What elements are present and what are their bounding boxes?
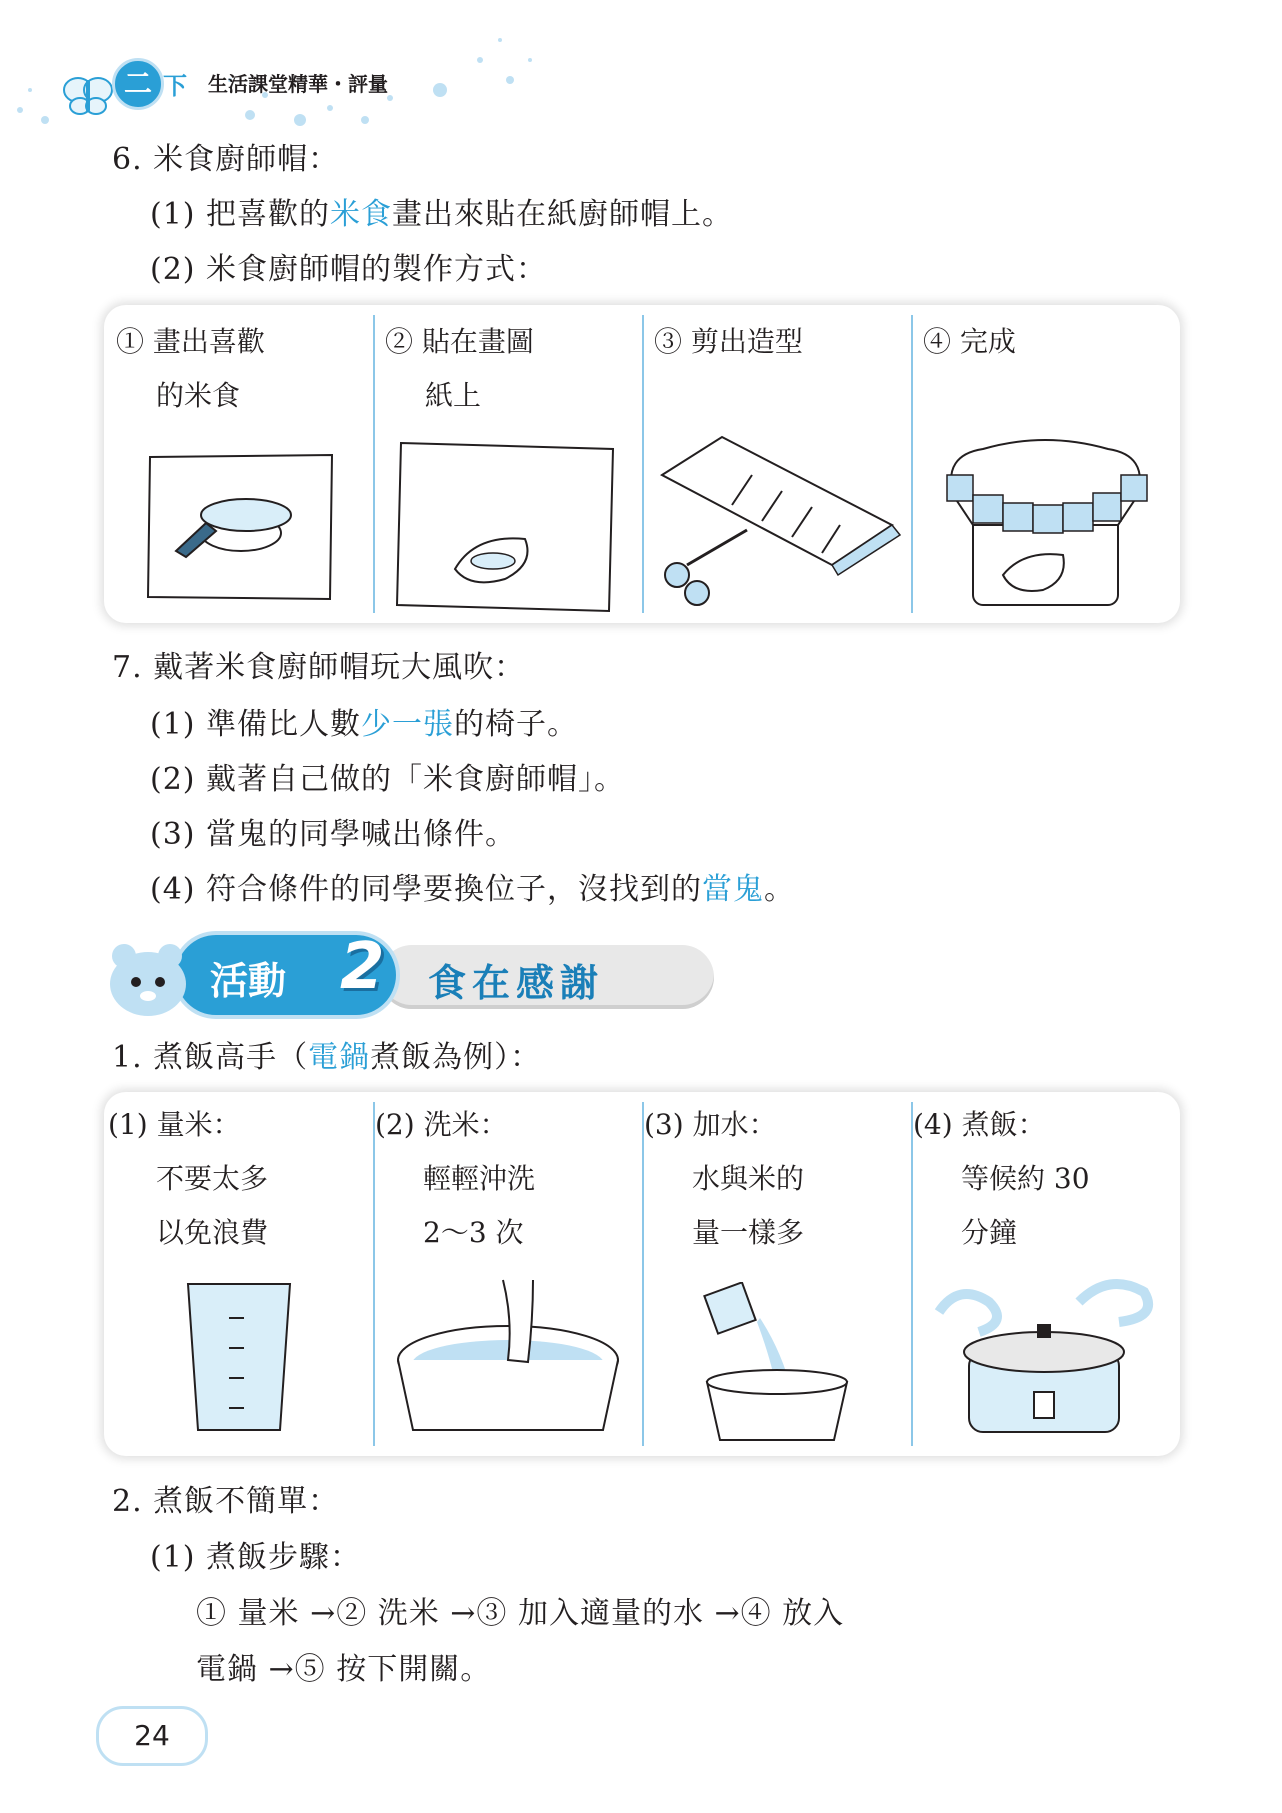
section-7-item-1 [150, 705, 578, 745]
bear-mascot-icon [104, 940, 194, 1020]
rice-steps-panel [104, 1092, 1180, 1456]
step-text: 等候約 30 [961, 1162, 1090, 1195]
rice-step-4 [911, 1092, 1180, 1456]
step-text: 紙上 [425, 379, 482, 412]
highlight-text: 電鍋 [308, 1040, 371, 1075]
section-7-heading: 7. 戴著米食廚師帽玩大風吹： [112, 650, 526, 685]
washing-rice-icon [393, 1270, 623, 1446]
section-6-heading: 6. 米食廚師帽： [112, 142, 340, 177]
step-text: 輕輕沖洗 [423, 1162, 536, 1195]
hat-step-4 [911, 305, 1180, 623]
measuring-cup-icon [184, 1278, 294, 1438]
step-text: ③ 剪出造型 [654, 325, 803, 358]
step-text: 水與米的 [692, 1162, 805, 1195]
hat-step-1 [104, 305, 373, 623]
highlight-text: 少一張 [361, 707, 455, 742]
item-text: (1) 把喜歡的 [150, 197, 331, 232]
rice-cooker-steam-icon [929, 1272, 1159, 1448]
section-6-item-1 [150, 195, 733, 235]
chef-hat-icon [933, 435, 1158, 615]
step-text: 分鐘 [961, 1216, 1018, 1249]
item-text: 畫出來貼在紙廚師帽上。 [392, 197, 734, 232]
cooking-2-item-1: (1) 煮飯步驟： [150, 1540, 362, 1575]
cooking-2-heading: 2. 煮飯不簡單： [112, 1484, 340, 1519]
pouring-water-icon [702, 1282, 852, 1442]
activity-label: 活動 [210, 959, 287, 1003]
book-title: 生活課堂精華・評量 [208, 72, 388, 96]
cooking-steps-line-2: 電鍋 →⑤ 按下開關。 [196, 1652, 492, 1687]
item-text: 1. 煮飯高手（ [112, 1040, 309, 1075]
section-7-item-3: (3) 當鬼的同學喊出條件。 [150, 817, 517, 852]
item-text: 。 [764, 872, 796, 907]
step-title: (3) 加水： [644, 1108, 777, 1141]
page-number: 24 [134, 1719, 170, 1752]
step-title: (1) 量米： [108, 1108, 241, 1141]
section-6-item-2: (2) 米食廚師帽的製作方式： [150, 252, 548, 287]
activity-title: 食在感謝 [428, 961, 605, 1005]
term-label: 下 [163, 72, 187, 100]
rice-step-1 [104, 1092, 373, 1456]
rice-step-3 [642, 1092, 911, 1456]
activity-number: 2 [340, 930, 385, 1004]
step-text: ① 畫出喜歡 [116, 325, 265, 358]
hat-steps-panel [104, 305, 1180, 623]
hat-step-2 [373, 305, 642, 623]
step-title: (2) 洗米： [375, 1108, 508, 1141]
paper-with-sushi-icon [395, 439, 620, 617]
cutting-paper-scissors-icon [652, 435, 902, 610]
step-text: 量一樣多 [692, 1216, 805, 1249]
item-text: 的椅子。 [454, 707, 579, 742]
section-7-item-2: (2) 戴著自己做的「米食廚師帽」。 [150, 762, 626, 797]
step-text: 不要太多 [156, 1162, 269, 1195]
step-title: (4) 煮飯： [913, 1108, 1046, 1141]
step-text: 以免浪費 [156, 1216, 269, 1249]
step-text: 的米食 [156, 379, 241, 412]
page-number-badge [96, 1706, 208, 1766]
item-text: (4) 符合條件的同學要換位子，沒找到的 [150, 872, 703, 907]
hat-step-3 [642, 305, 911, 623]
highlight-text: 當鬼 [702, 872, 765, 907]
rice-step-2 [373, 1092, 642, 1456]
step-text: ④ 完成 [923, 325, 1016, 358]
step-text: ② 貼在畫圖 [385, 325, 534, 358]
cooking-steps-line-1: ① 量米 →② 洗米 →③ 加入適量的水 →④ 放入 [196, 1596, 845, 1631]
cooking-1-heading [112, 1038, 541, 1078]
sushi-drawing-icon [146, 453, 336, 601]
item-text: (1) 準備比人數 [150, 707, 362, 742]
item-text: 煮飯為例）： [370, 1040, 542, 1075]
grade-badge [112, 58, 164, 110]
highlight-text: 米食 [330, 197, 393, 232]
section-7-item-4 [150, 870, 795, 910]
grade-label: 二 [123, 67, 152, 100]
step-text: 2～3 次 [423, 1216, 524, 1249]
butterfly-icon [62, 70, 114, 118]
